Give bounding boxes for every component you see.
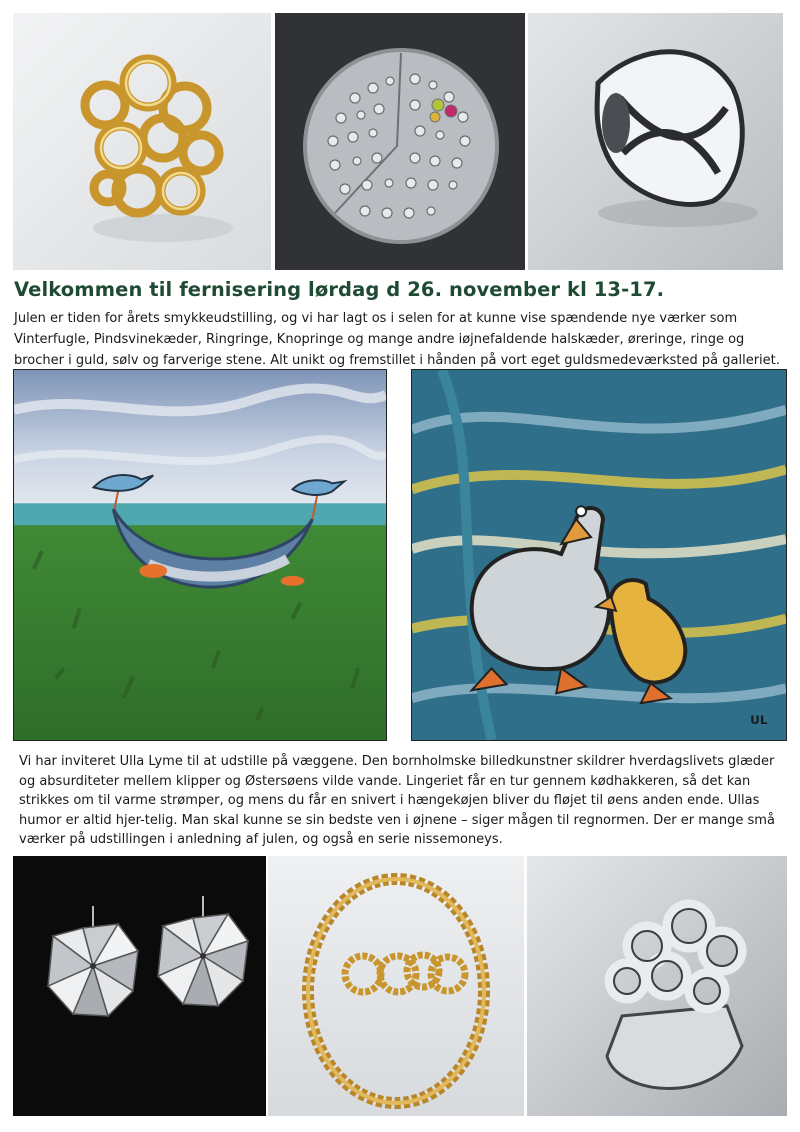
intro-paragraph: Julen er tiden for årets smykkeudstilling, og vi har lagt os i selen for at kunne vise spændende nye værker som Vinterfugle, Pindsvinekæder, Ringringe, Knopringe og mange andre iøjnefaldende halskæder, øreringe, ringe og brocher i guld, sølv og farverige stene. Alt unikt og fremstillet i hånden på vort eget guldsmedeværksted på galleriet. — [14, 311, 780, 368]
photo-silver-dotted-brooch — [275, 13, 525, 270]
photo-silver-flower-earrings — [13, 856, 266, 1116]
photo-gold-beaded-ring-and-infinity-studs — [268, 856, 524, 1116]
photo-silver-bubble-ring — [527, 856, 787, 1116]
painting-signature: UL — [750, 713, 768, 728]
body-paragraph: Vi har inviteret Ulla Lyme til at udstille på væggene. Den bornholmske billedkunstner skildrer hverdagslivets glæder og absurditeter mellem klipper og Østersøens vilde vande. Lingeriet får en tur gennem kødhakkeren, så det kan strikkes om til varme strømper, og mens du får en snivert i hængekøjen bliver du fløjet til øens anden ende. Ullas humor er altid hjer-telig. Man skal kunne se sin bedste ven i øjnene – siger mågen til regnormen. Der er mange små værker på udstillingen i anledning af julen, og også en serie nissemoneys. — [19, 754, 775, 847]
painting-ducks — [411, 369, 787, 741]
photo-silver-infinity-ring — [528, 13, 783, 270]
photo-gold-bubble-ring — [13, 13, 271, 270]
headline: Velkommen til fernisering lørdag d 26. november kl 13-17. — [14, 278, 665, 301]
painting-hammock-seagulls — [13, 369, 387, 741]
